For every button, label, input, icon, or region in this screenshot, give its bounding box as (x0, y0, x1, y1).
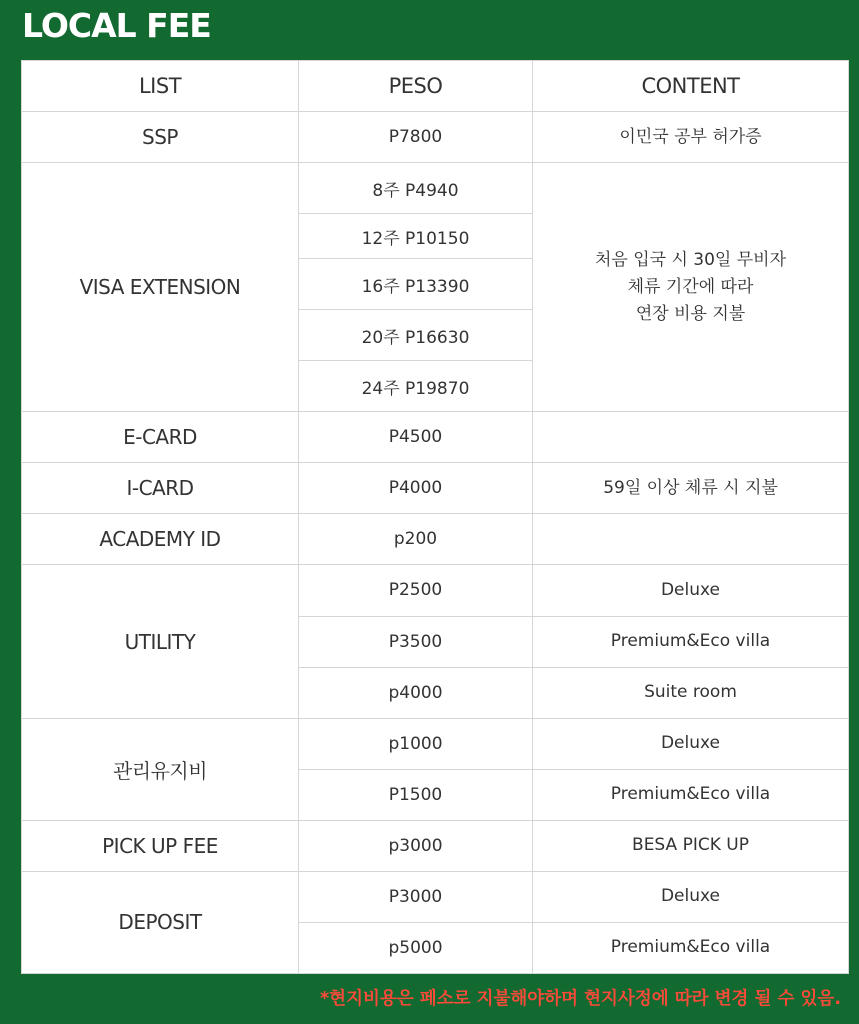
footnote: *현지비용은 페소로 지불해야하며 현지사정에 따라 변경 될 수 있음. (320, 989, 841, 1009)
content-cell: 59일 이상 체류 시 지불 (533, 463, 849, 514)
list-cell: 관리유지비 (22, 718, 299, 820)
content-cell: Premium&Eco villa (533, 769, 849, 820)
content-cell (533, 514, 849, 565)
table-row-maintenance (22, 718, 849, 769)
peso-cell: 16주 P13390 (299, 259, 533, 310)
local-fee-table (21, 60, 849, 974)
header-content: CONTENT (533, 61, 849, 112)
content-cell (533, 163, 849, 412)
list-cell: UTILITY (22, 565, 299, 718)
list-cell: SSP (22, 112, 299, 163)
peso-cell: P4000 (299, 463, 533, 514)
table-row-deposit (22, 871, 849, 922)
list-cell: VISA EXTENSION (22, 163, 299, 412)
peso-cell: P4500 (299, 412, 533, 463)
list-cell: DEPOSIT (22, 871, 299, 973)
peso-cell: P2500 (299, 565, 533, 616)
peso-cell: P3500 (299, 616, 533, 667)
peso-cell: P1500 (299, 769, 533, 820)
peso-cell: p3000 (299, 820, 533, 871)
table-row-ssp (22, 112, 849, 163)
peso-cell: P3000 (299, 871, 533, 922)
table-row-ecard (22, 412, 849, 463)
content-cell: Premium&Eco villa (533, 922, 849, 973)
peso-cell: p200 (299, 514, 533, 565)
table-row-visa (22, 163, 849, 214)
table-row-utility (22, 565, 849, 616)
table-row-icard (22, 463, 849, 514)
peso-cell: 20주 P16630 (299, 310, 533, 361)
page-title: LOCAL FEE (22, 6, 211, 45)
header-row (22, 61, 849, 112)
peso-cell: 8주 P4940 (299, 163, 533, 214)
header-list: LIST (22, 61, 299, 112)
header-peso: PESO (299, 61, 533, 112)
content-cell: Deluxe (533, 718, 849, 769)
peso-cell: P7800 (299, 112, 533, 163)
table-row-academy (22, 514, 849, 565)
content-cell: Deluxe (533, 871, 849, 922)
content-line: 처음 입국 시 30일 무비자 (594, 249, 787, 270)
content-line: 체류 기간에 따라 (627, 276, 754, 297)
list-cell: PICK UP FEE (22, 820, 299, 871)
peso-cell: 12주 P10150 (299, 214, 533, 259)
content-line: 연장 비용 지불 (635, 303, 746, 324)
list-cell: E-CARD (22, 412, 299, 463)
content-cell (533, 412, 849, 463)
list-cell: ACADEMY ID (22, 514, 299, 565)
list-cell: I-CARD (22, 463, 299, 514)
content-cell: Premium&Eco villa (533, 616, 849, 667)
content-cell: BESA PICK UP (533, 820, 849, 871)
peso-cell: p1000 (299, 718, 533, 769)
content-cell: Suite room (533, 667, 849, 718)
content-cell: 이민국 공부 허가증 (533, 112, 849, 163)
content-cell: Deluxe (533, 565, 849, 616)
peso-cell: 24주 P19870 (299, 361, 533, 412)
peso-cell: p5000 (299, 922, 533, 973)
peso-cell: p4000 (299, 667, 533, 718)
table-row-pickup (22, 820, 849, 871)
